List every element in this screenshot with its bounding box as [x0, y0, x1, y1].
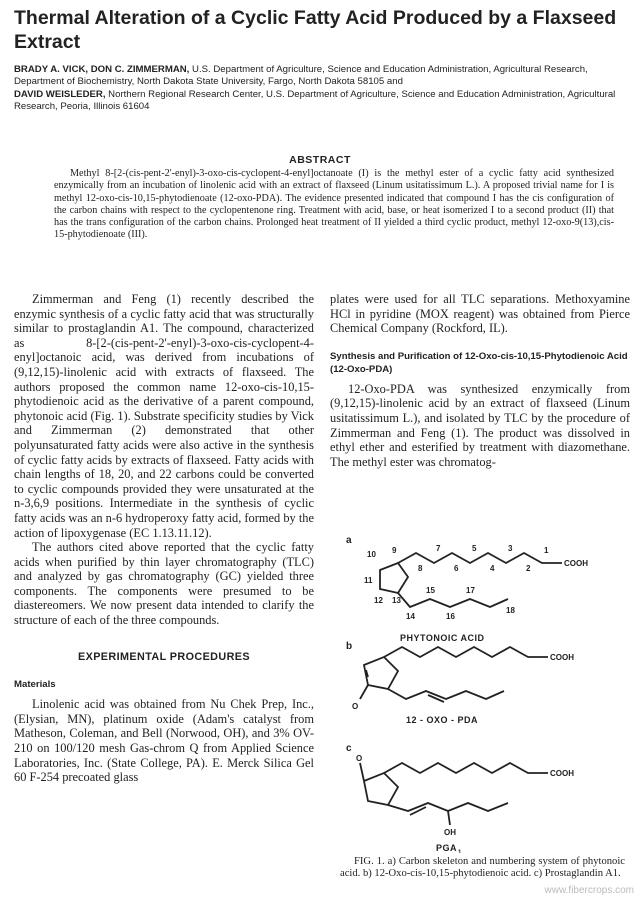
- cooh-a: COOH: [564, 559, 588, 568]
- chain-number-2: 2: [526, 564, 531, 573]
- ring-number-12: 12: [374, 596, 383, 605]
- label-a: a: [346, 535, 352, 546]
- chain-number-3: 3: [508, 544, 513, 553]
- left-column: [14, 292, 314, 785]
- chain-a: [398, 553, 562, 563]
- ring-c: [364, 773, 398, 805]
- abstract-heading: ABSTRACT: [289, 154, 351, 166]
- oxo-c: O: [356, 754, 363, 763]
- intro-paragraph-2: The authors cited above reported that the cyclic fatty acids when purified by thin layer chromatography (TLC) and analyzed by gas chromatography (GC) yielded three components. The components were presumed to be diastereomers. We now present data intended to clarify the structure of each of the three compounds.: [14, 540, 314, 628]
- compound-name-a: PHYTONOIC ACID: [400, 633, 485, 643]
- chain-b: [384, 647, 548, 657]
- ring-number-10: 10: [367, 550, 376, 559]
- tail-number-16: 16: [446, 612, 455, 621]
- ring-number-13: 13: [392, 596, 401, 605]
- carbonyl-b: [360, 685, 368, 699]
- author-affiliation-1: U.S. Department of Agriculture, Science and Education Administration, Agricultural Research, Department of Biochemistry, North Dakota State University, Fargo, North Dakota 58105 and: [14, 64, 588, 88]
- ring-number-11: 11: [364, 576, 373, 585]
- chain-number-4: 4: [490, 564, 495, 573]
- watermark: www.fibercrops.com: [544, 885, 634, 896]
- oh-c: OH: [444, 828, 456, 837]
- tail-number-17: 17: [466, 586, 475, 595]
- subsection-heading-materials: Materials: [14, 679, 56, 691]
- hydroxyl-bond-c: [448, 811, 450, 825]
- author-names-1: BRADY A. VICK, DON C. ZIMMERMAN,: [14, 64, 190, 75]
- carbonyl-c: [360, 763, 364, 781]
- author-affiliation-2: Northern Regional Research Center, U.S. Department of Agriculture, Science and Education Administration, Agricultural Research, Peoria, Illinois 61604: [14, 88, 616, 113]
- ring-a: [380, 563, 408, 593]
- trans-double-bond-c: [410, 807, 426, 815]
- intro-paragraph-1: Zimmerman and Feng (1) recently described the enzymic synthesis of a cyclic fatty acid that was structurally similar to prostaglandin A1. The compound, characterized as 8-[2-(cis-pent-2'-enyl)-3-oxo-cis-cyclopent-4-enyl]octanoic acid, was derived from incubations of (9,12,15)-linolenic acid with extracts of flaxseed. The authors proposed the common name 12-oxo-cis-10,15-phytodienoic acid as the derivative of a parent compound, phytonoic acid (Fig. 1). Substrate specificity studies by Vick and Zimmerman (2) demonstrated that other polyunsaturated fatty acids were also active in the synthesis of cyclic fatty acids by extracts of flaxseed. Fatty acids with chain lengths of 18, 20, and 22 carbons could be converted to cyclic compounds provided they were unsaturated at the n-3,6,9 positions. Intermediate in the synthesis of cyclic fatty acids was an n-6 hydroperoxy fatty acid, formed by the action of lipoxygenase (EC 1.13.11.12).: [14, 292, 314, 540]
- compound-name-c: PGA: [436, 843, 458, 853]
- ring-number-9: 9: [392, 546, 397, 555]
- author-names-2: DAVID WEISLEDER,: [14, 88, 106, 100]
- chain-number-7: 7: [436, 544, 441, 553]
- chain-c: [384, 763, 548, 773]
- tail-number-15: 15: [426, 586, 435, 595]
- compound-name-c-subscript: 1: [458, 850, 462, 853]
- materials-paragraph: Linolenic acid was obtained from Nu Chek Prep, Inc., (Elysian, MN), platinum oxide (Adam's catalyst from Matheson, Coleman, and Bell (Norwood, OH), and 3% OV-210 on 100/120 mesh Gas-chrom Q from Applied Science Laboratories, Inc. (State College, PA). E. Merck Silica Gel 60 F-254 precoated glass: [14, 697, 314, 785]
- chain-number-5: 5: [472, 544, 477, 553]
- synthesis-paragraph: 12-Oxo-PDA was synthesized enzymically from (9,12,15)-linolenic acid by an extract of flaxseed (Linum usitatissimum L.), and isolated by TLC by the procedure of Zimmerman and Feng (1). The product was dissolved in ethyl ether and esterified by treatment with diazomethane. The methyl ester was chromatog-: [330, 381, 630, 469]
- figure-caption: FIG. 1. a) Carbon skeleton and numbering system of phytonoic acid. b) 12-Oxo-cis-10,15-phytodienoic acid. c) Prostaglandin A1.: [340, 856, 625, 879]
- figure-1-structures: [340, 523, 630, 853]
- tail-number-14: 14: [406, 612, 415, 621]
- tail-a: [398, 593, 508, 607]
- compound-name-b: 12 - OXO - PDA: [406, 715, 479, 725]
- section-heading-experimental: EXPERIMENTAL PROCEDURES: [78, 650, 250, 663]
- cooh-b: COOH: [550, 653, 574, 662]
- abstract-text: Methyl 8-[2-(cis-pent-2'-enyl)-3-oxo-cis-cyclopent-4-enyl]octanoate (I) is the methyl ester of a cyclic fatty acid synthesized enzymically from an incubation of linolenic acid with an extract of flaxseed (Linum usitatissimum L.). A proposed trivial name for I is methyl 12-oxo-cis-10,15-phytodienoate (12-oxo-PDA). The evidence presented indicated that compound I has the cis configuration of the carbon chains with respect to the cyclopentenone ring. Treatment with acid, base, or heat isomerized I to a second product (II) that has the trans configuration of the carbon chains. Prolonged heat treatment of II yielded a third cyclic product, methyl 12-oxo-9(13),cis-15-phytodienoate (III).: [54, 168, 614, 241]
- cooh-c: COOH: [550, 769, 574, 778]
- tail-c: [388, 803, 508, 811]
- tail-b: [388, 689, 504, 699]
- tail-number-18: 18: [506, 606, 515, 615]
- cis-double-bond-b: [428, 695, 444, 702]
- chain-number-1: 1: [544, 546, 549, 555]
- label-c: c: [346, 743, 352, 754]
- author-block: [14, 64, 624, 114]
- oxo-b: O: [352, 702, 359, 711]
- chain-number-8: 8: [418, 564, 423, 573]
- ring-b: [364, 657, 398, 689]
- subsection-heading-synthesis: Synthesis and Purification of 12-Oxo-cis-10,15-Phytodienoic Acid (12-Oxo-PDA): [330, 350, 628, 375]
- chain-number-6: 6: [454, 564, 459, 573]
- right-column: [330, 292, 630, 469]
- paper-title: Thermal Alteration of a Cyclic Fatty Acid Produced by a Flaxseed Extract: [14, 7, 617, 53]
- label-b: b: [346, 641, 353, 652]
- materials-continued-paragraph: plates were used for all TLC separations. Methoxyamine HCl in pyridine (MOX reagent) was obtained from Pierce Chemical Company (Rockford, IL).: [330, 292, 630, 336]
